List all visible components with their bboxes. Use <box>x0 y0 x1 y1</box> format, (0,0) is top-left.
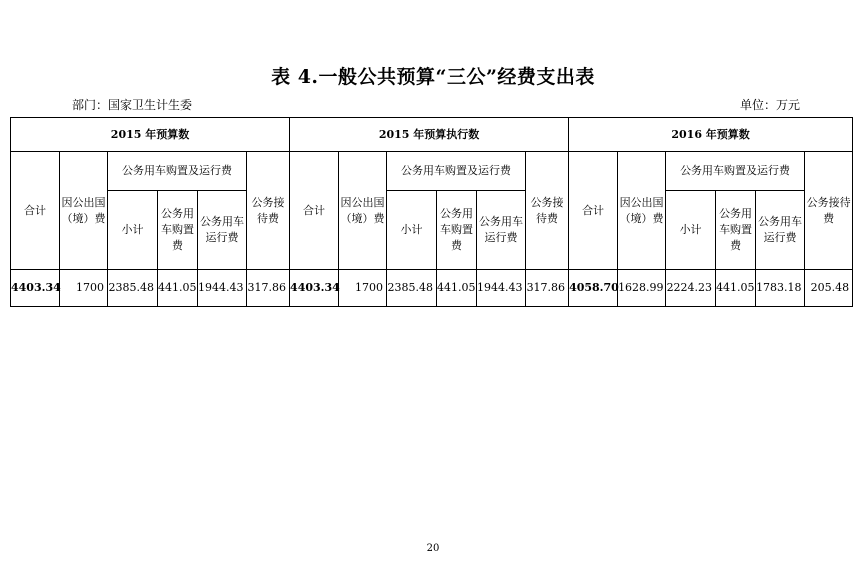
vehicle-operation-header: 公务用车运行费 <box>198 191 247 270</box>
department-label: 部门：国家卫生计生委 <box>72 98 193 112</box>
cell-2016-budget-abroad: 1628.99 <box>618 270 666 307</box>
vehicle-operation-header: 公务用车运行费 <box>477 191 526 270</box>
vehicle-group-header: 公务用车购置及运行费 <box>108 152 247 191</box>
expense-table <box>10 117 853 307</box>
vehicle-group-header: 公务用车购置及运行费 <box>666 152 805 191</box>
cell-2015-exec-reception: 317.86 <box>526 270 569 307</box>
cell-2015-exec-subtotal: 2385.48 <box>387 270 437 307</box>
group-header-2015-budget: 2015 年预算数 <box>11 118 290 152</box>
page-number: 20 <box>426 543 440 554</box>
cell-2016-budget-total: 4058.70 <box>569 270 618 307</box>
cell-2016-budget-operation: 1783.18 <box>756 270 805 307</box>
cell-2015-exec-total: 4403.34 <box>290 270 339 307</box>
cell-2015-budget-purchase: 441.05 <box>158 270 198 307</box>
cell-2015-budget-subtotal: 2385.48 <box>108 270 158 307</box>
group-header-2016-budget: 2016 年预算数 <box>569 118 853 152</box>
subtotal-header: 小计 <box>666 191 716 270</box>
cell-2015-exec-abroad: 1700 <box>339 270 387 307</box>
total-header: 合计 <box>569 152 618 270</box>
subheader-row <box>11 191 853 270</box>
cell-2015-budget-operation: 1944.43 <box>198 270 247 307</box>
abroad-header: 因公出国（境）费 <box>339 152 387 270</box>
subtotal-header: 小计 <box>108 191 158 270</box>
table-row <box>11 270 853 307</box>
cell-2016-budget-subtotal: 2224.23 <box>666 270 716 307</box>
total-header: 合计 <box>11 152 60 270</box>
reception-header: 公务接待费 <box>247 152 290 270</box>
cell-2016-budget-purchase: 441.05 <box>716 270 756 307</box>
vehicle-operation-header: 公务用车运行费 <box>756 191 805 270</box>
cell-2015-budget-total: 4403.34 <box>11 270 60 307</box>
group-header-2015-exec: 2015 年预算执行数 <box>290 118 569 152</box>
column-header-row <box>11 152 853 191</box>
total-header: 合计 <box>290 152 339 270</box>
subtotal-header: 小计 <box>387 191 437 270</box>
abroad-header: 因公出国（境）费 <box>60 152 108 270</box>
group-header-row <box>11 118 853 152</box>
vehicle-group-header: 公务用车购置及运行费 <box>387 152 526 191</box>
vehicle-purchase-header: 公务用车购置费 <box>437 191 477 270</box>
cell-2015-exec-purchase: 441.05 <box>437 270 477 307</box>
cell-2015-exec-operation: 1944.43 <box>477 270 526 307</box>
cell-2016-budget-reception: 205.48 <box>805 270 853 307</box>
vehicle-purchase-header: 公务用车购置费 <box>158 191 198 270</box>
cell-2015-budget-abroad: 1700 <box>60 270 108 307</box>
reception-header: 公务接待费 <box>526 152 569 270</box>
cell-2015-budget-reception: 317.86 <box>247 270 290 307</box>
unit-label: 单位：万元 <box>740 98 801 112</box>
page-title: 表 4.一般公共预算“三公”经费支出表 <box>271 66 595 88</box>
vehicle-purchase-header: 公务用车购置费 <box>716 191 756 270</box>
abroad-header: 因公出国（境）费 <box>618 152 666 270</box>
reception-header: 公务接待费 <box>805 152 853 270</box>
